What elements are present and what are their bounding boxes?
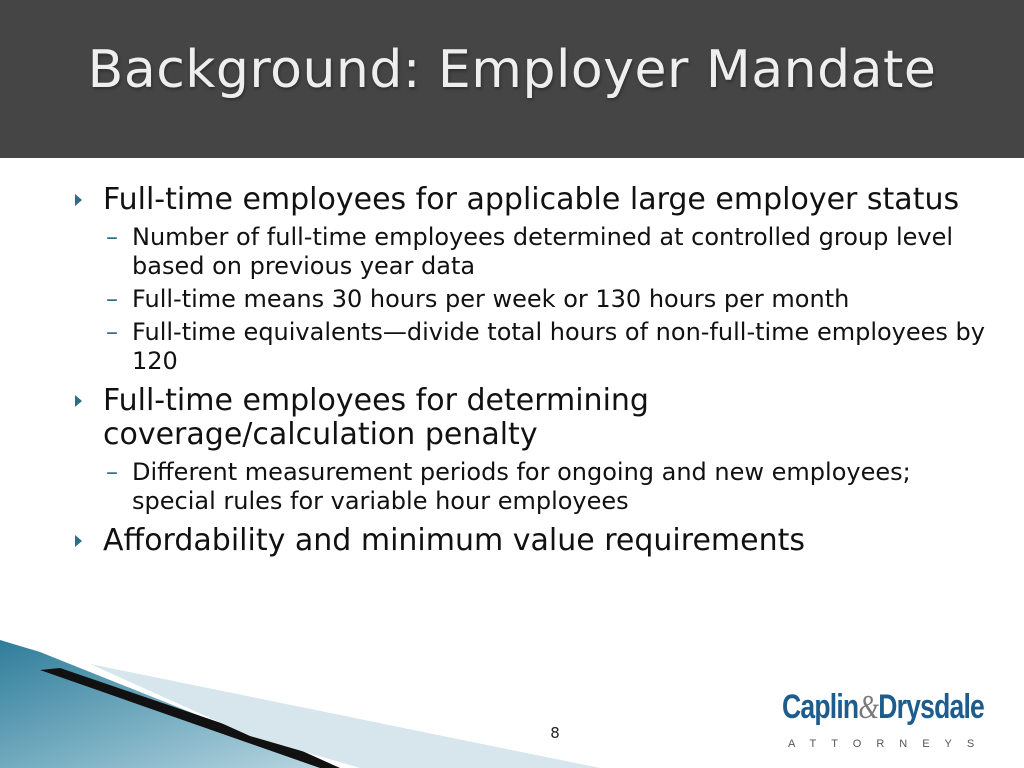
dash-bullet-icon: – [106, 458, 118, 486]
logo-name-left: Caplin [782, 688, 859, 726]
logo-ampersand: & [858, 689, 879, 726]
sub-bullet-item [106, 458, 992, 516]
triangle-bullet-icon [75, 194, 82, 206]
sub-bullet-text: Full-time equivalents—divide total hours of non-full-time employees by 120 [132, 318, 985, 375]
sub-bullet-text: Number of full-time employees determined at controlled group level based on previous year data [132, 223, 954, 280]
bullet-item [103, 183, 963, 217]
bullet-text: Full-time employees for determining coverage/calculation penalty [103, 383, 649, 452]
triangle-bullet-icon [75, 395, 82, 407]
bullet-item [103, 384, 963, 452]
bullet-text: Affordability and minimum value requirements [103, 523, 805, 558]
logo-name-right: Drysdale [878, 688, 985, 726]
triangle-bullet-icon [75, 535, 82, 547]
sub-bullet-text: Full-time means 30 hours per week or 130 hours per month [132, 285, 850, 313]
bullet-item [103, 524, 963, 558]
dash-bullet-icon: – [106, 318, 118, 346]
logo-subtitle: ATTORNEYS [788, 738, 990, 750]
sub-bullet-text: Different measurement periods for ongoing and new employees; special rules for variable hour employees [132, 458, 911, 515]
footer-swoosh-graphic [0, 640, 640, 768]
sub-bullet-item [106, 318, 992, 376]
sub-bullet-item [106, 223, 992, 281]
sub-bullet-item [106, 285, 992, 314]
dash-bullet-icon: – [106, 223, 118, 251]
slide-content [0, 183, 1024, 564]
dash-bullet-icon: – [106, 285, 118, 313]
bullet-text: Full-time employees for applicable large employer status [103, 182, 960, 217]
page-number: 8 [550, 724, 560, 742]
slide-title: Background: Employer Mandate [87, 40, 937, 100]
company-logo [782, 688, 990, 754]
